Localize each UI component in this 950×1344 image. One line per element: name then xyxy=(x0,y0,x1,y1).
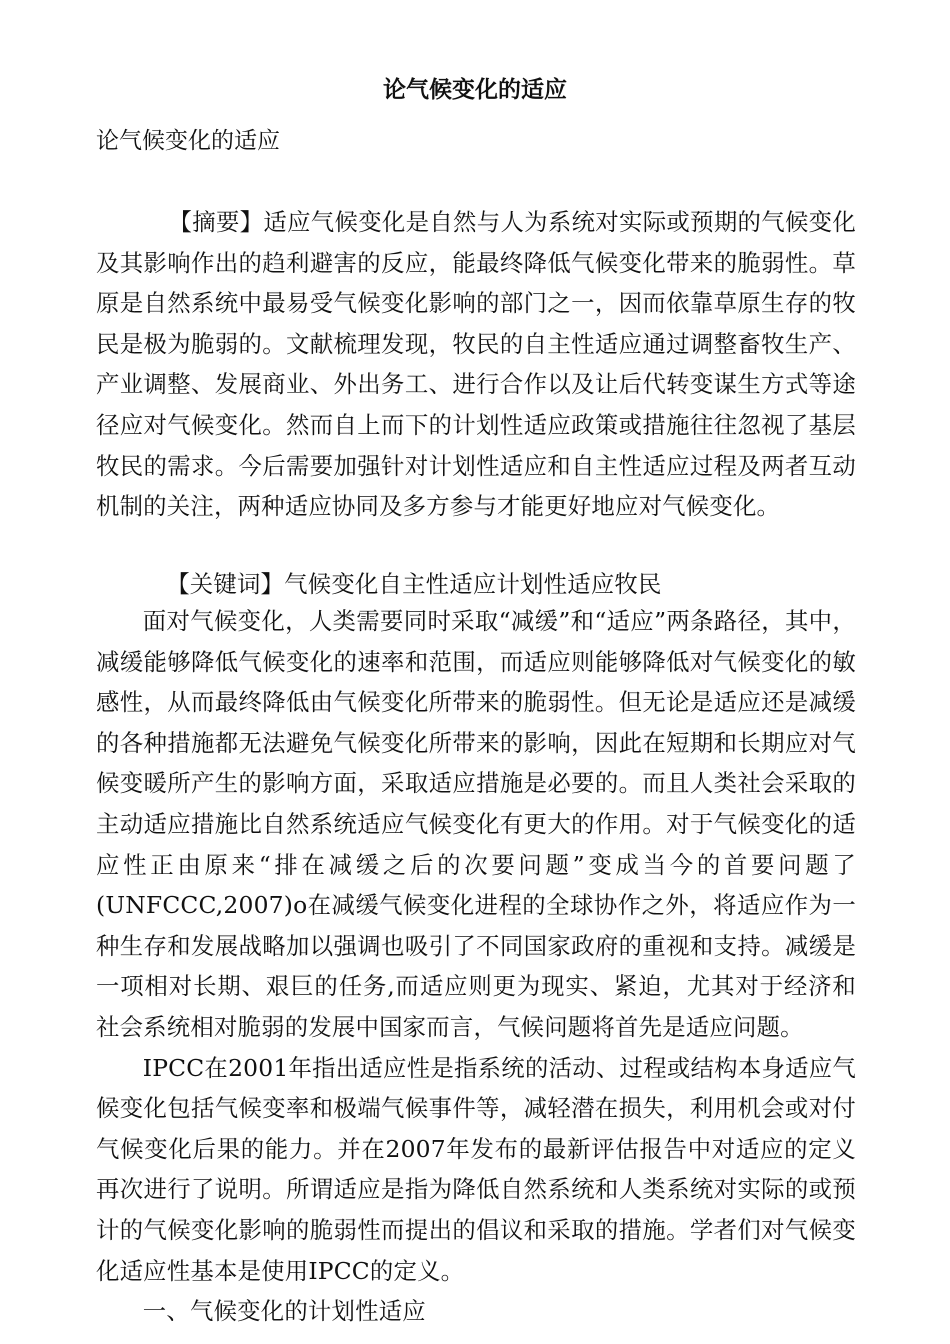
body-paragraph: IPCC在2001年指出适应性是指系统的活动、过程或结构本身适应气候变化包括气候变率和极端气候事件等，减轻潜在损失，利用机会或对付气候变化后果的能力。并在2007年发布的最新评估报告中对适应的定义再次进行了说明。所谓适应是指为降低自然系统和人类系统对实际的或预计的气候变化影响的脆弱性而提出的倡议和采取的措施。学者们对气候变化适应性基本是使用IPCC的定义。 xyxy=(96,1053,856,1285)
keywords-section xyxy=(96,564,856,605)
document-title: 论气候变化的适应 xyxy=(383,77,567,103)
section-heading: 一、气候变化的计划性适应 xyxy=(142,1297,426,1326)
abstract-section xyxy=(96,202,856,527)
abstract-paragraph: 【摘要】适应气候变化是自然与人为系统对实际或预期的气候变化及其影响作出的趋利避害的反应，能最终降低气候变化带来的脆弱性。草原是自然系统中最易受气候变化影响的部门之一，因而依靠草原生存的牧民是极为脆弱的。文献梳理发现，牧民的自主性适应通过调整畜牧生产、产业调整、发展商业、外出务工、进行合作以及让后代转变谋生方式等途径应对气候变化。然而自上而下的计划性适应政策或措施往往忽视了基层牧民的需求。今后需要加强针对计划性适应和自主性适应过程及两者互动机制的关注，两种适应协同及多方参与才能更好地应对气候变化。 xyxy=(96,208,856,521)
main-content xyxy=(96,601,856,1332)
document-subtitle: 论气候变化的适应 xyxy=(96,128,280,154)
keywords-line: 【关键词】气候变化自主性适应计划性适应牧民 xyxy=(166,570,662,598)
body-paragraph: 面对气候变化，人类需要同时采取“减缓”和“适应”两条路径，其中，减缓能够降低气候变化的速率和范围，而适应则能够降低对气候变化的敏感性，从而最终降低由气候变化所带来的脆弱性。但无论是适应还是减缓的各种措施都无法避免气候变化所带来的影响，因此在短期和长期应对气候变暖所产生的影响方面，采取适应措施是必要的。而且人类社会采取的主动适应措施比自然系统适应气候变化有更大的作用。对于气候变化的适应性正由原来“排在减缓之后的次要问题”变成当今的首要问题了(UNFCCC,2007)o在减缓气候变化进程的全球协作之外，将适应作为一种生存和发展战略加以强调也吸引了不同国家政府的重视和支持。减缓是一项相对长期、艰巨的任务,而适应则更为现实、紧迫，尤其对于经济和社会系统相对脆弱的发展中国家而言，气候问题将首先是适应问题。 xyxy=(96,607,856,1041)
